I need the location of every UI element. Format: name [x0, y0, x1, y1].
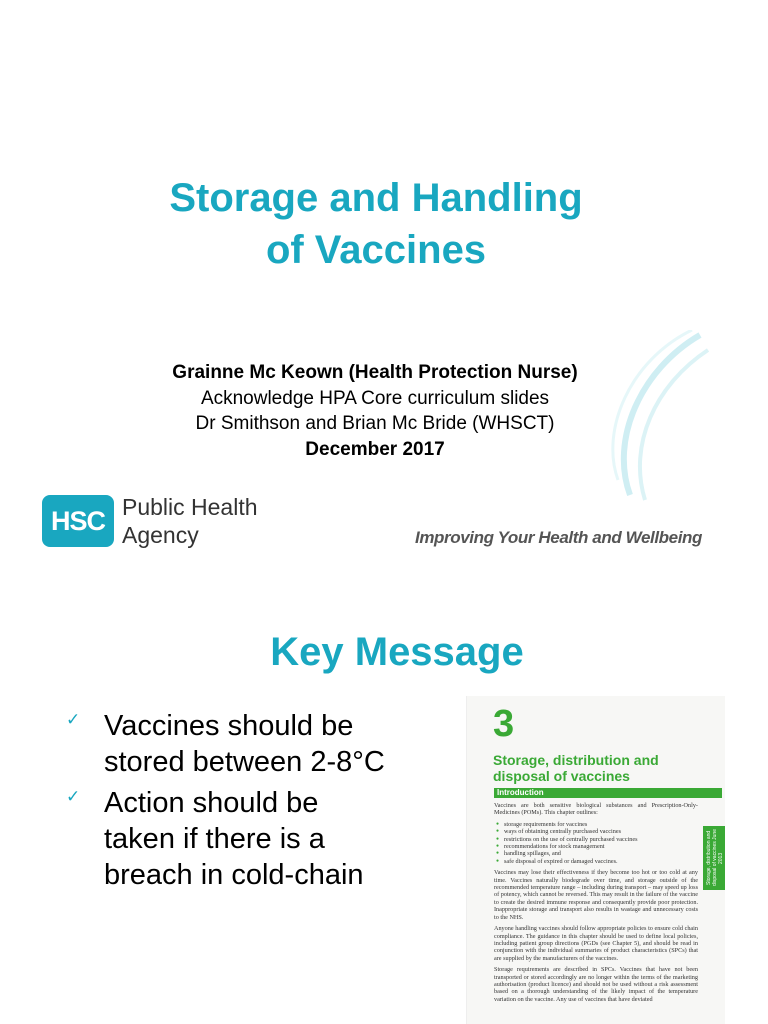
swoosh-graphic	[600, 330, 710, 510]
doc-list-item: ● safe disposal of expired or damaged vaccines.	[504, 858, 698, 865]
doc-paragraph: Anyone handling vaccines should follow appropriate policies to ensure cold chain compliance. The guidance in this chapter should be used to define local policies, including patient group directions (PGDs (see Chapter 5), and should be read in conjunction with the individual summaries of product characteristics (SPCs) that are supplied by the manufacturers of the vaccines.	[494, 925, 698, 962]
doc-list-item: ● recommendations for stock management	[504, 843, 698, 850]
chapter-number: 3	[493, 703, 515, 745]
hsc-logo-badge: HSC	[42, 495, 114, 547]
agency-name-line-1: Public Health	[122, 494, 258, 520]
slide-title	[0, 172, 752, 276]
doc-paragraph: Storage requirements are described in SPCs. Vaccines that have not been transported or stored accordingly are no longer within the terms of the marketing authorisation (product licence) and should not be used without a risk assessment based on a thorough understanding of the likely impact of the temperature variation on the vaccine. Any use of vaccines that have deviated	[494, 966, 698, 1003]
green-book-excerpt	[466, 696, 725, 1024]
doc-list-item: ● ways of obtaining centrally purchased vaccines	[504, 828, 698, 835]
bullet-text: Action should be taken if there is a breach in cold-chain	[104, 787, 364, 891]
agency-name	[122, 493, 258, 549]
doc-paragraph: Vaccines are both sensitive biological substances and Prescription-Only-Medicines (POMs). This chapter outlines:	[494, 802, 698, 817]
document-body	[494, 802, 698, 1007]
tagline: Improving Your Health and Wellbeing	[415, 528, 702, 547]
presenter-name: Grainne Mc Keown (Health Protection Nurse)	[172, 362, 578, 383]
doc-list-item: ● restrictions on the use of centrally purchased vaccines	[504, 836, 698, 843]
section-header: Introduction	[494, 788, 722, 798]
doc-list	[494, 821, 698, 865]
checkmark-icon: ✓	[66, 787, 81, 806]
list-item	[62, 785, 392, 893]
acknowledgement: Acknowledge HPA Core curriculum slides	[200, 387, 550, 409]
presentation-date: December 2017	[305, 438, 445, 460]
side-tab: Storage, distribution and disposal of vaccines June 2013	[703, 826, 725, 890]
title-line-1: Storage and Handling	[169, 176, 583, 220]
checkmark-icon: ✓	[66, 710, 81, 729]
key-message-list	[62, 708, 392, 898]
doc-paragraph: Vaccines may lose their effectiveness if they become too hot or too cold at any time. Vaccines naturally biodegrade over time, and storage outside of the recommended temperature range – including during transport – may speed up loss of potency, which cannot be reversed. This may result in the failure of the vaccine to create the desired immune response and consequently provide poor protection. Inappropriate storage and transport also results in wastage and unnecessary costs to the NHS.	[494, 869, 698, 921]
slide-title: Key Message	[270, 630, 524, 674]
list-item	[62, 708, 392, 780]
contributors: Dr Smithson and Brian Mc Bride (WHSCT)	[195, 413, 555, 434]
doc-list-item: ● storage requirements for vaccines	[504, 821, 698, 828]
doc-list-item: ● handling spillages, and	[504, 850, 698, 857]
chapter-title: Storage, distribution and disposal of vaccines	[493, 752, 659, 784]
bullet-text: Vaccines should be stored between 2-8°C	[104, 710, 385, 778]
title-line-2: of Vaccines	[265, 228, 487, 272]
slide-2	[0, 576, 768, 1024]
agency-name-line-2: Agency	[122, 522, 199, 548]
